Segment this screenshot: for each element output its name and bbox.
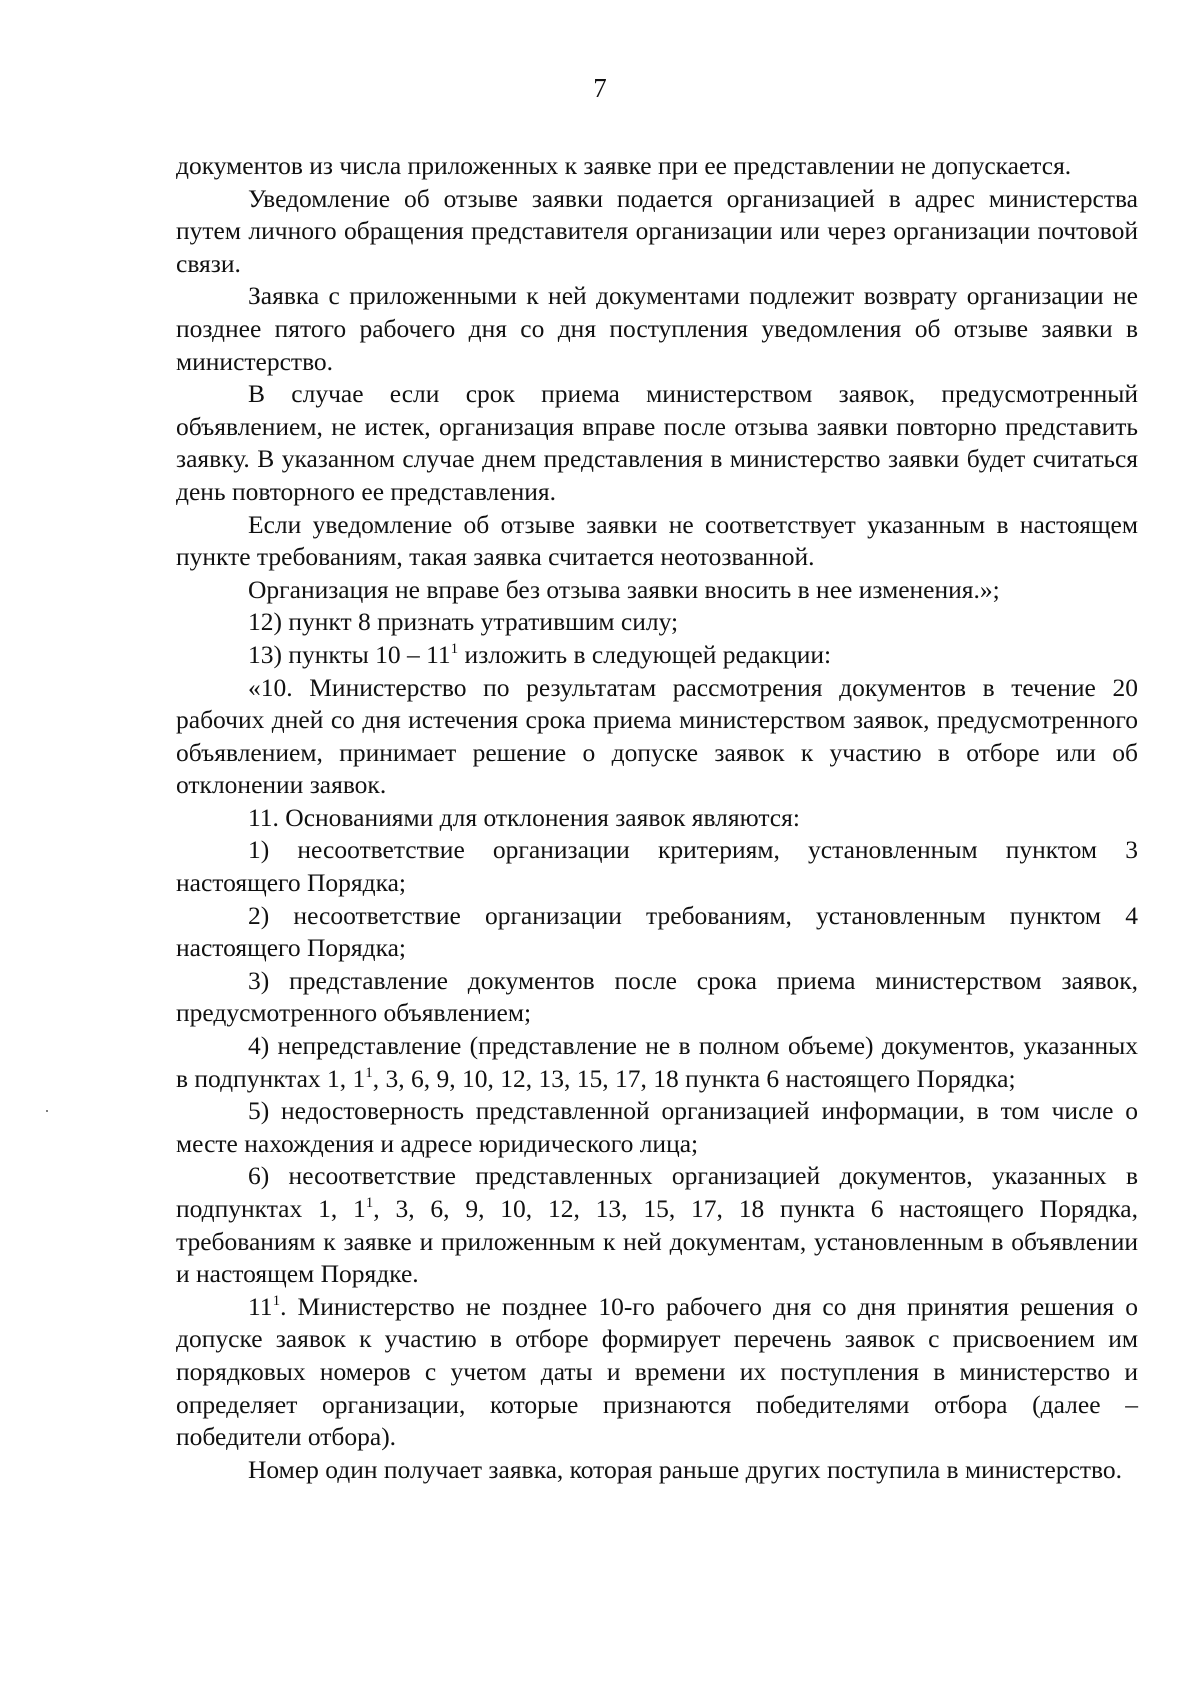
paragraph-16-pre: 6) несоответствие представленных организацией документов, указанных в подпунктах 1, 1 [176, 1161, 1138, 1223]
paragraph-15: 5) недостоверность представленной организацией информации, в том числе о месте нахождения и адресе юридического лица; [176, 1096, 1138, 1158]
paragraph-11: 1) несоответствие организации критериям, установленным пунктом 3 настоящего Порядка; [176, 835, 1138, 898]
paragraph-13: 3) представление документов после срока приема министерством заявок, предусмотренного объявлением; [176, 965, 1138, 1028]
paragraph-12: 2) несоответствие организации требованиям, установленным пунктом 4 настоящего Порядка; [176, 900, 1138, 963]
paragraph-14 [176, 1030, 1138, 1095]
paragraph-9: «10. Министерство по результатам рассмотрения документов в течение 20 рабочих дней со дня истечения срока приема министерством заявок, предусмотренного объявлением, принимает решение о допуске заявок к участию в отборе или об отклонении заявок. [176, 672, 1138, 800]
paragraph-14-pre: 4) непредставление (представление не в полном объеме) документов, указанных в подпунктах 1, 1 [176, 1031, 1138, 1093]
paragraph-5: Если уведомление об отзыве заявки не соответствует указанным в настоящем пункте требованиям, такая заявка считается неотозванной. [176, 509, 1138, 572]
scan-speck [46, 1110, 48, 1112]
paragraph-8-post: изложить в следующей редакции: [458, 639, 832, 669]
paragraph-8-superscript: 1 [450, 640, 459, 657]
paragraph-4: В случае если срок приема министерством заявок, предусмотренный объявлением, не истек, организация вправе после отзыва заявки повторно представить заявку. В указанном случае днем представления в министерство заявки будет считаться день повторного ее представления. [176, 379, 1138, 506]
body-text [176, 150, 1138, 1486]
paragraph-16 [176, 1160, 1138, 1290]
paragraph-16-post: , 3, 6, 9, 10, 12, 13, 15, 17, 18 пункта 6 настоящего Порядка, требованиям к заявке и приложенным к ней документам, установленным в объявлении и настоящем Порядке. [176, 1194, 1138, 1289]
paragraph-2: Уведомление об отзыве заявки подается организацией в адрес министерства путем личного обращения представителя организации или через организации почтовой связи. [176, 183, 1138, 278]
paragraph-17 [176, 1291, 1138, 1454]
page-number: 7 [593, 73, 607, 103]
paragraph-14-superscript: 1 [365, 1064, 373, 1081]
paragraph-10: 11. Основаниями для отклонения заявок являются: [248, 802, 800, 832]
paragraph-17-post: . Министерство не позднее 10-го рабочего дня со дня принятия решения о допуске заявок к участию в отборе формирует перечень заявок с присвоением им порядковых номеров с учетом даты и времени их поступления в министерство и определяет организации, которые признаются победителями отбора (далее – победители отбора). [176, 1291, 1138, 1452]
paragraph-16-superscript: 1 [365, 1195, 374, 1211]
paragraph-6: Организация не вправе без отзыва заявки вносить в нее изменения.»; [248, 574, 1000, 604]
paragraph-17-pre: 11 [248, 1291, 273, 1321]
paragraph-8-pre: 13) пункты 10 – 11 [248, 639, 451, 669]
paragraph-8 [176, 639, 1138, 672]
paragraph-7: 12) пункт 8 признать утратившим силу; [248, 607, 679, 637]
paragraph-1: документов из числа приложенных к заявке при ее представлении не допускается. [176, 151, 1072, 180]
paragraph-14-post: , 3, 6, 9, 10, 12, 13, 15, 17, 18 пункта 6 настоящего Порядка; [372, 1063, 1016, 1093]
paragraph-3: Заявка с приложенными к ней документами подлежит возврату организации не позднее пятого рабочего дня со дня поступления уведомления об отзыве заявки в министерство. [176, 281, 1138, 376]
paragraph-18: Номер один получает заявка, которая раньше других поступила в министерство. [248, 1454, 1123, 1484]
paragraph-17-superscript: 1 [272, 1292, 281, 1309]
